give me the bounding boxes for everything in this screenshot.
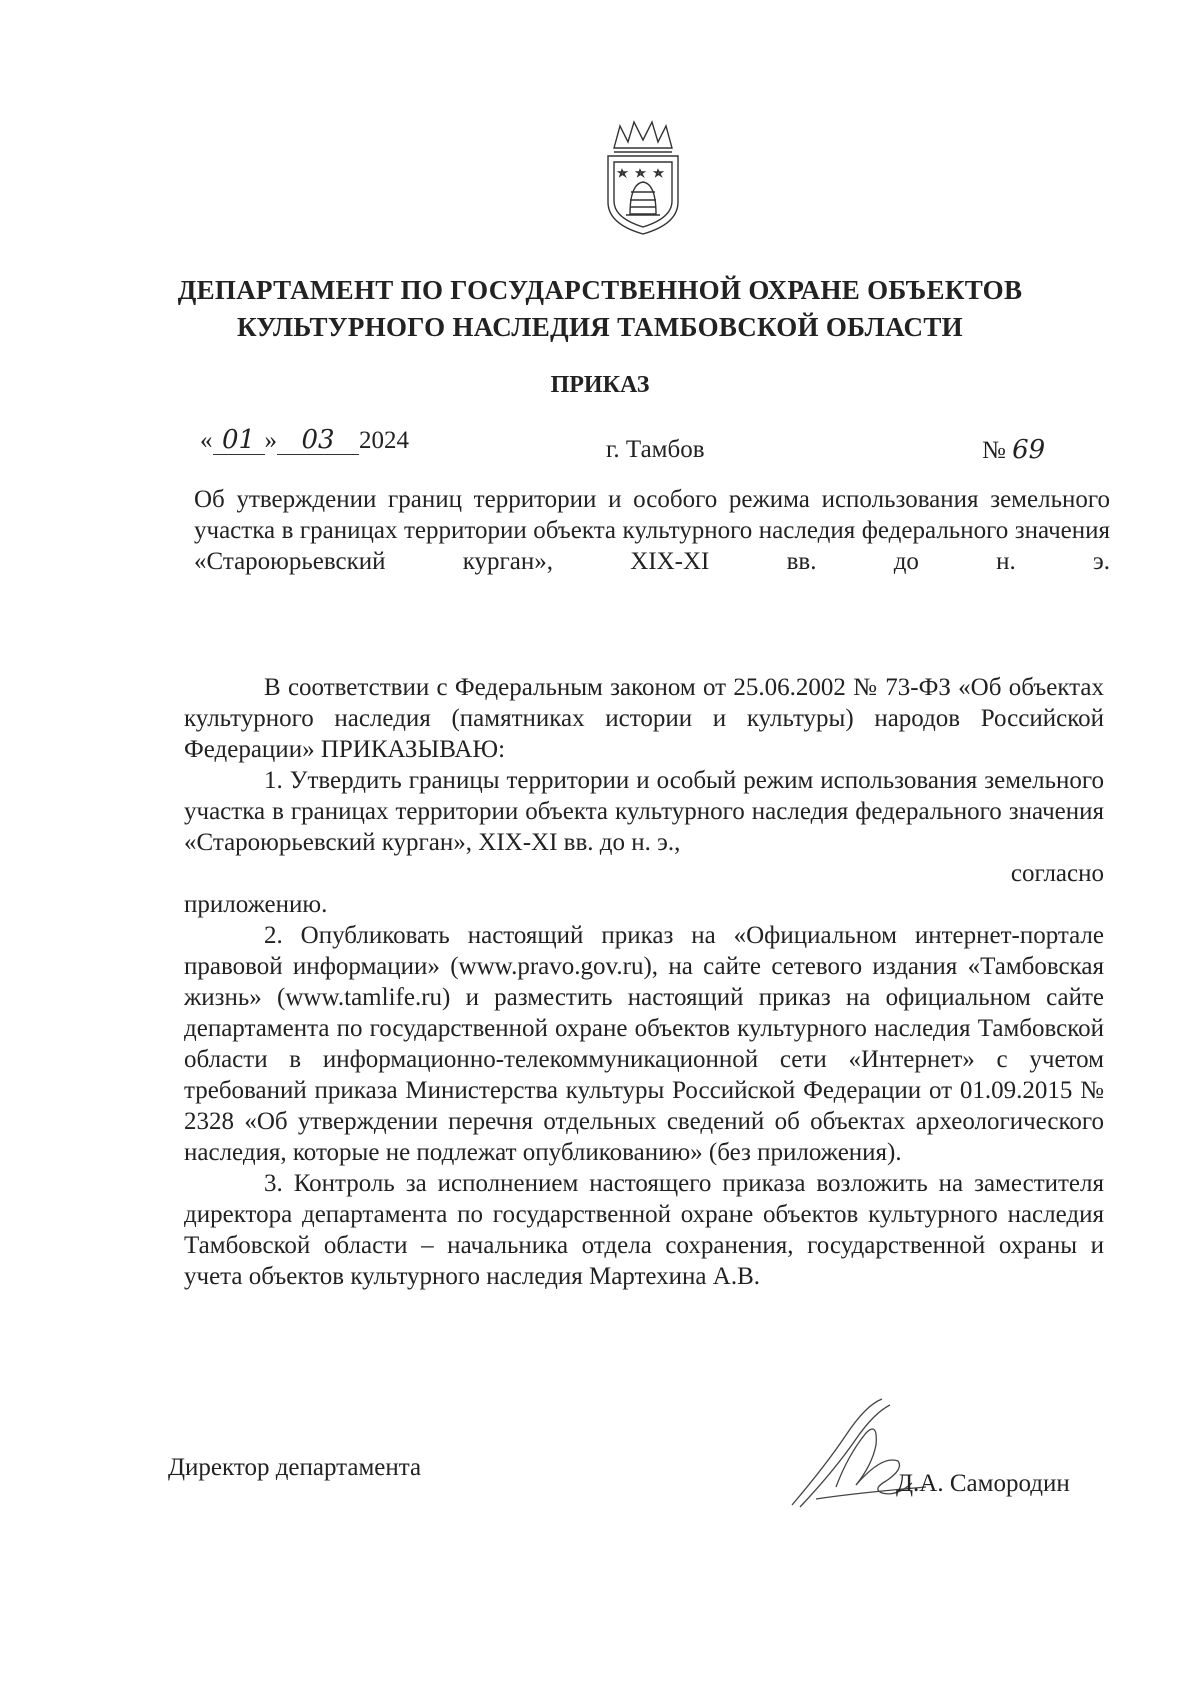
order-city: г. Тамбов [606, 436, 705, 463]
order-subject: Об утверждении границ территории и особого режима использования земельного участка в границах территории объекта культурного наследия федерального значения «Староюрьевский курган», XIX-XI вв. до н. э. [194, 486, 1110, 575]
number-value: 69 [1012, 435, 1046, 465]
item-1-tail: приложению. [184, 891, 328, 918]
signatory-role: Директор департамента [168, 1454, 422, 1481]
date-quote-open: « [200, 427, 213, 454]
department-heading-line2: КУЛЬТУРНОГО НАСЛЕДИЯ ТАМБОВСКОЙ ОБЛАСТИ [237, 312, 963, 342]
number-label: № [982, 437, 1006, 464]
item-1: 1. Утвердить границы территории и особый режим использования земельного участка в границах территории объекта культурного наследия федерального значения «Староюрьевский курган», XIX-XI вв. до н. э., [184, 767, 1104, 856]
item-1-tail-right-text: согласно [1010, 860, 1104, 887]
item-1-tail-right [184, 858, 1104, 889]
coat-of-arms-icon [600, 118, 686, 238]
date-month: 03 [277, 426, 359, 455]
intro-paragraph: В соответствии с Федеральным законом от 25.06.2002 № 73-ФЗ «Об объектах культурного наследия (памятниках истории и культуры) народов Российской Федерации» ПРИКАЗЫВАЮ: [184, 674, 1104, 763]
date-day: 01 [213, 426, 265, 455]
date-year: 2024 [359, 427, 409, 454]
order-date [200, 426, 409, 455]
date-quote-close: » [264, 427, 277, 454]
order-number [982, 436, 1045, 465]
order-body [184, 672, 1104, 1292]
signatory-name: Д.А. Самородин [896, 1470, 1070, 1497]
department-heading [150, 272, 1050, 346]
department-heading-line1: ДЕПАРТАМЕНТ ПО ГОСУДАРСТВЕННОЙ ОХРАНЕ ОБЪЕКТОВ [177, 275, 1023, 305]
item-3: 3. Контроль за исполнением настоящего приказа возложить на заместителя директора департамента по государственной охране объектов культурного наследия Тамбовской области – начальника отдела сохранения, государственной охраны и учета объектов культурного наследия Мартехина А.В. [184, 1170, 1104, 1290]
item-2: 2. Опубликовать настоящий приказ на «Официальном интернет-портале правовой информации» (www.pravo.gov.ru), на сайте сетевого издания «Тамбовская жизнь» (www.tamlife.ru) и разместить настоящий приказ на официальном сайте департамента по государственной охране объектов культурного наследия Тамбовской области в информационно-телекоммуникационной сети «Интернет» с учетом требований приказа Министерства культуры Российской Федерации от 01.09.2015 № 2328 «Об утверждении перечня отдельных сведений об объектах археологического наследия, которые не подлежат опубликованию» (без приложения). [184, 922, 1104, 1166]
order-title: ПРИКАЗ [550, 372, 650, 398]
